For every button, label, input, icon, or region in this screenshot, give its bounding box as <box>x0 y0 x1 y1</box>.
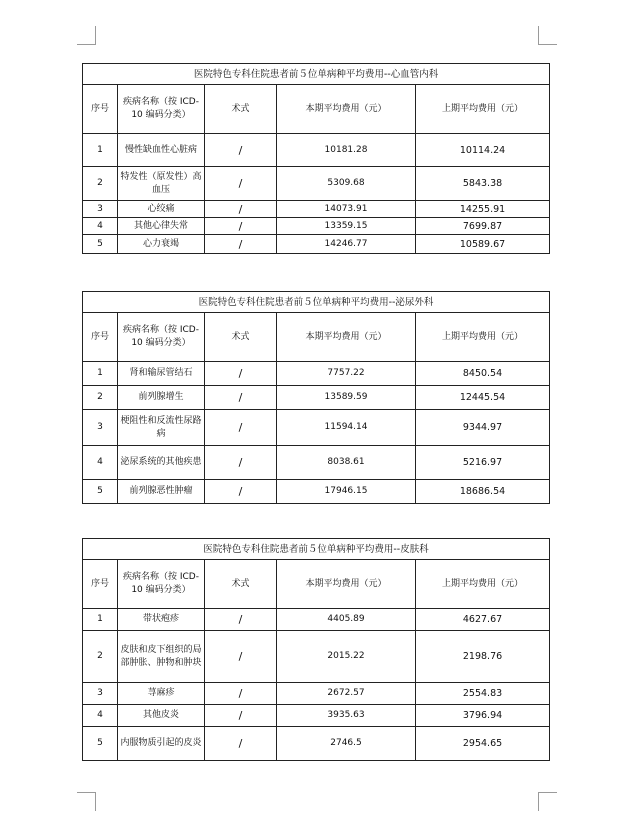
crop-mark-top-right <box>538 26 557 45</box>
row-current-fee: 3935.63 <box>277 705 416 727</box>
header-surgery: 术式 <box>205 313 277 362</box>
row-disease: 其他皮炎 <box>118 705 205 727</box>
row-previous-fee: 8450.54 <box>416 362 550 386</box>
row-previous-fee: 9344.97 <box>416 410 550 446</box>
row-current-fee: 7757.22 <box>277 362 416 386</box>
row-previous-fee: 5216.97 <box>416 446 550 480</box>
header-disease: 疾病名称（按 ICD-10 编码分类） <box>118 313 205 362</box>
table-title: 医院特色专科住院患者前５位单病种平均费用--泌尿外科 <box>83 292 550 313</box>
row-previous-fee: 4627.67 <box>416 609 550 631</box>
row-surgery: / <box>205 683 277 705</box>
header-no: 序号 <box>83 313 118 362</box>
table-row <box>83 480 550 504</box>
header-no: 序号 <box>83 560 118 609</box>
row-previous-fee: 14255.91 <box>416 201 550 218</box>
row-disease: 梗阻性和反流性尿路病 <box>118 410 205 446</box>
row-no: 4 <box>83 446 118 480</box>
row-current-fee: 13359.15 <box>277 218 416 235</box>
table-row <box>83 235 550 254</box>
table-row <box>83 609 550 631</box>
row-surgery: / <box>205 134 277 167</box>
row-disease: 荨麻疹 <box>118 683 205 705</box>
table-row <box>83 362 550 386</box>
header-previous-fee: 上期平均费用（元） <box>416 85 550 134</box>
table-row <box>83 631 550 683</box>
header-disease: 疾病名称（按 ICD-10 编码分类） <box>118 560 205 609</box>
header-no: 序号 <box>83 85 118 134</box>
header-current-fee: 本期平均费用（元） <box>277 560 416 609</box>
row-previous-fee: 12445.54 <box>416 386 550 410</box>
row-previous-fee: 10114.24 <box>416 134 550 167</box>
row-previous-fee: 2198.76 <box>416 631 550 683</box>
row-surgery: / <box>205 609 277 631</box>
row-surgery: / <box>205 386 277 410</box>
row-current-fee: 4405.89 <box>277 609 416 631</box>
row-no: 5 <box>83 727 118 761</box>
row-current-fee: 2746.5 <box>277 727 416 761</box>
row-no: 2 <box>83 386 118 410</box>
row-disease: 内服物质引起的皮炎 <box>118 727 205 761</box>
row-current-fee: 11594.14 <box>277 410 416 446</box>
row-disease: 特发性（原发性）高血压 <box>118 167 205 201</box>
row-no: 4 <box>83 218 118 235</box>
row-no: 1 <box>83 134 118 167</box>
table-row <box>83 410 550 446</box>
row-no: 1 <box>83 362 118 386</box>
row-surgery: / <box>205 727 277 761</box>
row-disease: 心绞痛 <box>118 201 205 218</box>
table-row <box>83 386 550 410</box>
header-current-fee: 本期平均费用（元） <box>277 313 416 362</box>
row-no: 2 <box>83 631 118 683</box>
row-previous-fee: 7699.87 <box>416 218 550 235</box>
header-surgery: 术式 <box>205 560 277 609</box>
row-disease: 慢性缺血性心脏病 <box>118 134 205 167</box>
row-no: 5 <box>83 235 118 254</box>
row-surgery: / <box>205 705 277 727</box>
table-row <box>83 727 550 761</box>
row-current-fee: 2015.22 <box>277 631 416 683</box>
table-row <box>83 201 550 218</box>
row-no: 1 <box>83 609 118 631</box>
table-row <box>83 134 550 167</box>
row-disease: 带状疱疹 <box>118 609 205 631</box>
row-surgery: / <box>205 235 277 254</box>
header-current-fee: 本期平均费用（元） <box>277 85 416 134</box>
table-row <box>83 705 550 727</box>
row-surgery: / <box>205 201 277 218</box>
row-surgery: / <box>205 631 277 683</box>
row-disease: 泌尿系统的其他疾患 <box>118 446 205 480</box>
header-surgery: 术式 <box>205 85 277 134</box>
row-disease: 前列腺增生 <box>118 386 205 410</box>
row-current-fee: 10181.28 <box>277 134 416 167</box>
row-no: 3 <box>83 683 118 705</box>
table-row <box>83 683 550 705</box>
row-previous-fee: 3796.94 <box>416 705 550 727</box>
row-previous-fee: 2954.65 <box>416 727 550 761</box>
table-row <box>83 218 550 235</box>
row-no: 3 <box>83 410 118 446</box>
fee-table-urology <box>82 291 550 504</box>
row-surgery: / <box>205 480 277 504</box>
row-current-fee: 14073.91 <box>277 201 416 218</box>
row-surgery: / <box>205 446 277 480</box>
crop-mark-top-left <box>77 26 96 45</box>
row-previous-fee: 10589.67 <box>416 235 550 254</box>
row-disease: 心力衰竭 <box>118 235 205 254</box>
crop-mark-bottom-right <box>538 792 557 811</box>
row-previous-fee: 5843.38 <box>416 167 550 201</box>
row-no: 3 <box>83 201 118 218</box>
table-row <box>83 446 550 480</box>
table-row <box>83 167 550 201</box>
row-current-fee: 2672.57 <box>277 683 416 705</box>
row-surgery: / <box>205 362 277 386</box>
header-previous-fee: 上期平均费用（元） <box>416 560 550 609</box>
row-current-fee: 17946.15 <box>277 480 416 504</box>
row-disease: 肾和输尿管结石 <box>118 362 205 386</box>
row-surgery: / <box>205 167 277 201</box>
header-disease: 疾病名称（按 ICD-10 编码分类） <box>118 85 205 134</box>
row-no: 5 <box>83 480 118 504</box>
row-current-fee: 5309.68 <box>277 167 416 201</box>
header-previous-fee: 上期平均费用（元） <box>416 313 550 362</box>
row-previous-fee: 2554.83 <box>416 683 550 705</box>
fee-table-cardiology <box>82 63 550 254</box>
row-current-fee: 14246.77 <box>277 235 416 254</box>
row-disease: 其他心律失常 <box>118 218 205 235</box>
table-title: 医院特色专科住院患者前５位单病种平均费用--皮肤科 <box>83 539 550 560</box>
table-title: 医院特色专科住院患者前５位单病种平均费用--心血管内科 <box>83 64 550 85</box>
row-no: 4 <box>83 705 118 727</box>
row-surgery: / <box>205 218 277 235</box>
fee-table-dermatology <box>82 538 550 761</box>
row-current-fee: 8038.61 <box>277 446 416 480</box>
crop-mark-bottom-left <box>77 792 96 811</box>
row-no: 2 <box>83 167 118 201</box>
row-previous-fee: 18686.54 <box>416 480 550 504</box>
row-disease: 皮肤和皮下组织的局部肿胀、肿物和肿块 <box>118 631 205 683</box>
row-disease: 前列腺恶性肿瘤 <box>118 480 205 504</box>
row-current-fee: 13589.59 <box>277 386 416 410</box>
row-surgery: / <box>205 410 277 446</box>
